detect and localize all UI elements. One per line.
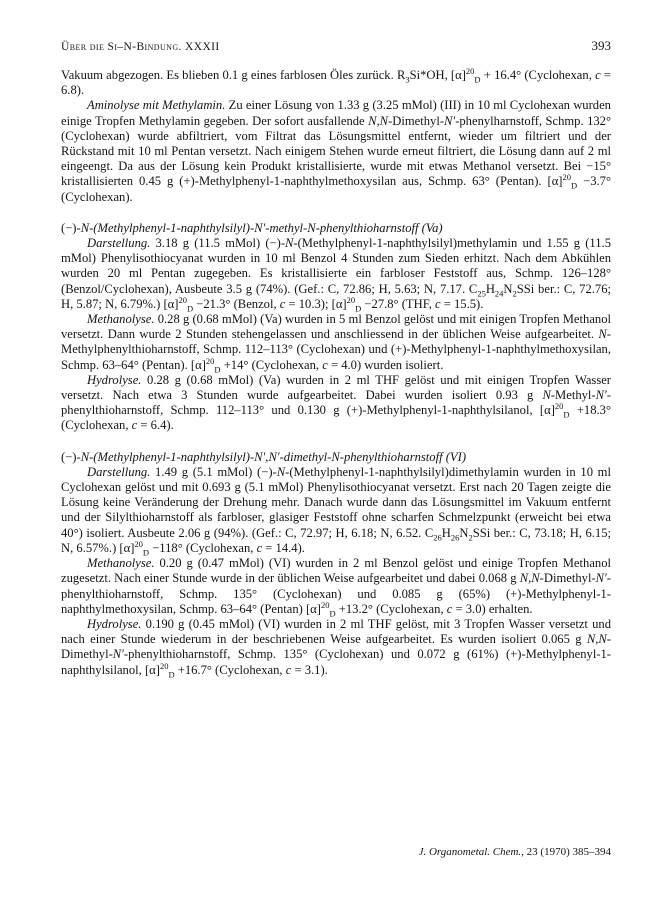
text-run: +14° (Cyclohexan, <box>220 357 323 372</box>
italic-run: Hydrolyse. <box>87 616 142 631</box>
text-run: -Dimethyl- <box>388 113 445 128</box>
superscript: 20 <box>134 538 143 549</box>
section-gap <box>61 434 611 450</box>
italic-run: N <box>598 327 607 342</box>
italic-run: Darstellung. <box>87 236 151 251</box>
text-run: -Dimethyl- <box>539 571 596 586</box>
paragraph <box>61 617 611 678</box>
superscript: 20 <box>346 294 356 305</box>
italic-run: N′ <box>444 113 456 128</box>
text-run: -phenylthioharnstoff, Schmp. 135° (Cyclohexan) und 0.072 g (61%) (+)-Methylphenyl-1-naphthylsilanol, [α] <box>61 647 611 677</box>
italic-run: N-(Methylphenyl-1-naphthylsilyl)-N′-methyl-N-phenylthioharnstoff (Va) <box>80 220 443 235</box>
italic-run: Aminolyse mit Methylamin. <box>87 98 226 113</box>
text-run: 3.18 g (11.5 mMol) (−)- <box>150 236 286 251</box>
paragraph <box>61 236 611 312</box>
page-number: 393 <box>591 38 611 53</box>
italic-run: Methanolyse. <box>87 556 155 571</box>
italic-run: Methanolyse. <box>87 312 155 327</box>
text-run: = 3.0) erhalten. <box>452 601 533 616</box>
text-run: -Dimethyl- <box>61 632 611 662</box>
text-run: N <box>459 525 469 540</box>
text-run: +18.3° (Cyclohexan, <box>61 403 612 433</box>
subscript: 2 <box>512 288 517 299</box>
text-run: -phenylharnstoff, Schmp. 132° (Cyclohexan) wurde abfiltriert, vom Filtrat das Lösungsmittel entfernt, wieder um filtriert und der Rückstand mit 10 ml Pentan versetzt. Nach einigem Stehen wurde erneut filtriert, die Lösung dann auf 2 ml eingeengt. Da aus der Lösung kein Produkt kristallisierte, wurde mit etwas Methanol versetzt. Bei −15° kristallisierten 0.45 g (+)-Methylphenyl-1-naphthylmethoxysilan aus, Schmp. 63° (Pentan). [α] <box>61 113 612 189</box>
subscript: D <box>186 303 194 314</box>
subscript: D <box>474 74 481 85</box>
italic-run: c <box>131 418 138 433</box>
subscript: D <box>214 364 221 375</box>
superscript: 20 <box>178 294 187 305</box>
text-run: −21.3° (Benzol, <box>193 296 280 311</box>
text-run: N <box>503 281 513 296</box>
running-head-title: Über die Si–N-Bindung. XXXII <box>61 41 220 53</box>
subscript: 2 <box>468 532 473 543</box>
text-run: 0.28 g (0.68 mMol) (Va) wurden in 5 ml Benzol gelöst und mit einigen Tropfen Methanol versetzt. Dann wurde 2 Stunden stehengelassen und anschliessend in der üblichen Weise aufgearbeitet. <box>61 312 611 342</box>
text-run: = 3.1). <box>291 662 328 677</box>
italic-run: c <box>279 296 286 311</box>
text-run: -phenylthioharnstoff, Schmp. 112–113° und 0.130 g (+)-Methylphenyl-1-naphthylsilanol, [α] <box>61 388 611 418</box>
italic-run: N <box>542 388 551 403</box>
text-run: (−)- <box>61 220 81 235</box>
text-run: -Methyl- <box>550 388 596 403</box>
text-run: Vakuum abgezogen. Es blieben 0.1 g eines farblosen Öles zurück. R <box>61 68 406 82</box>
text-run: SSi ber.: C, 72.76; H, 5.87; N, 6.79%.) [α] <box>61 281 612 311</box>
paragraph <box>61 65 611 98</box>
journal-citation <box>61 846 611 858</box>
compound-heading <box>61 450 611 465</box>
italic-run: N,N <box>586 632 607 647</box>
subscript: 25 <box>477 288 486 299</box>
text-run: 0.190 g (0.45 mMol) (VI) wurden in 2 ml THF gelöst, mit 3 Tropfen Wasser versetzt und nach einer Stunde wiederum in der beschriebenen Weise aufgearbeitet. Es wurden isoliert 0.065 g <box>61 616 611 647</box>
paragraph <box>61 465 611 556</box>
italic-run: N <box>276 464 286 479</box>
text-run: 0.28 g (0.68 mMol) (Va) wurden in 2 ml THF gelöst und mit einigen Tropfen Wasser versetzt. Nach etwa 3 Stunden wurde aufgearbeitet. Dabei wurden isoliert 0.93 g <box>61 372 611 403</box>
italic-run: N′ <box>112 647 124 662</box>
text-run: −118° (Cyclohexan, <box>149 540 257 555</box>
subscript: D <box>355 303 362 314</box>
superscript: 20 <box>205 355 215 366</box>
text-run: SSi ber.: C, 73.18; H, 6.15; N, 6.57%.) [α] <box>61 525 611 555</box>
text-run: + 16.4° (Cyclohexan, <box>480 68 596 82</box>
text-run: = 4.0) wurden isoliert. <box>327 357 444 372</box>
text-run: −3.7° (Cyclohexan). <box>61 174 611 204</box>
paragraph <box>61 373 611 434</box>
text-run: Zu einer Lösung von 1.33 g (3.25 mMol) (III) in 10 ml Cyclohexan wurden einige Tropfen Methylamin gegeben. Der sofort ausfallende <box>61 98 611 128</box>
paragraph <box>61 556 611 617</box>
journal-name: J. Organometal. Chem. <box>418 846 522 858</box>
journal-volume-pages: , 23 (1970) 385–394 <box>521 846 611 858</box>
text-run: = 15.5). <box>440 296 484 311</box>
text-run: -Methylphenylthioharnstoff, Schmp. 112–113° (Cyclohexan) und (+)-Methylphenyl-1-naphthylmethoxysilan, Schmp. 63–64° (Pentan). [α] <box>61 327 611 372</box>
subscript: D <box>571 180 578 191</box>
subscript: D <box>142 547 150 558</box>
text-run: = 6.8). <box>61 68 611 98</box>
text-run: -(Methylphenyl-1-naphthylsilyl)dimethylamin wurden in 10 ml Cyclohexan gelöst und mit 0.693 g (5.1 mMol) Phenylisothiocyanat versetzt. Erst nach 20 Tagen zeigte die Lösung keine Veränderung der Drehung mehr. Danach wurde dann das Lösungsmittel im Vakuum entfernt und der Silylthioharnstoff als farbloser, glasiger Feststoff ohne scharfen Schmelzpunkt (erweicht bei etwa 40°) isoliert. Ausbeute 2.06 g (94%). (Gef.: C, 72.97; H, 6.18; N, 6.52. C <box>61 464 611 540</box>
subscript: D <box>563 409 570 420</box>
subscript: D <box>168 669 175 680</box>
italic-run: Darstellung. <box>87 464 151 479</box>
italic-run: c <box>285 662 292 677</box>
italic-run: N,N <box>368 113 389 128</box>
text-run: Si*OH, [α] <box>409 68 466 82</box>
italic-run: N,N <box>519 571 540 586</box>
text-run: -phenylthioharnstoff, Schmp. 135° (Cyclohexan) und 0.085 g (65%) (+)-Methylphenyl-1-naphthylmethoxysilan, Schmp. 63–64° (Pentan) [α] <box>61 571 611 616</box>
text-run: = 14.4). <box>262 540 305 555</box>
subscript: 24 <box>494 288 504 299</box>
text-run: 1.49 g (5.1 mMol) (−)- <box>150 464 277 479</box>
italic-run: N <box>285 236 294 251</box>
superscript: 20 <box>554 401 564 412</box>
text-run: -(Methylphenyl-1-naphthylsilyl)methylamin und 1.55 g (11.5 mMol) Phenylisothiocyanat wurden in 10 ml Benzol 4 Stunden zum Sieden erhitzt. Nach dem Abkühlen wurden 20 ml Pentan zugegeben. Es kristallisierte ein farbloser Feststoff aus, Schmp. 126–128° (Benzol/Cyclohexan), Ausbeute 3.5 g (74%). (Gef.: C, 72.86; H, 5.63; N, 7.17. C <box>61 236 611 296</box>
italic-run: c <box>595 68 601 82</box>
text-run: +16.7° (Cyclohexan, <box>174 662 286 677</box>
text-run: H <box>441 525 451 540</box>
italic-run: N-(Methylphenyl-1-naphthylsilyl)-N′,N′-dimethyl-N-phenylthioharnstoff (VI) <box>80 449 467 464</box>
italic-run: N′ <box>595 388 607 403</box>
body-text <box>61 65 612 680</box>
text-run: = 10.3); [α] <box>285 296 347 311</box>
superscript: 20 <box>465 65 475 76</box>
superscript: 20 <box>159 660 169 671</box>
italic-run: c <box>322 357 328 372</box>
text-run: −27.8° (THF, <box>361 296 436 311</box>
text-run: = 6.4). <box>137 418 174 433</box>
subscript: D <box>329 608 336 619</box>
italic-run: c <box>256 540 263 555</box>
text-run: H <box>485 281 495 296</box>
italic-run: c <box>446 601 453 616</box>
paragraph <box>61 312 611 373</box>
subscript: 26 <box>450 532 460 543</box>
paragraph <box>61 98 611 204</box>
section-gap <box>61 205 611 221</box>
italic-run: c <box>435 296 441 311</box>
text-run: (−)- <box>61 449 81 464</box>
text-run: +13.2° (Cyclohexan, <box>335 601 447 616</box>
italic-run: Hydrolyse. <box>87 372 142 387</box>
superscript: 20 <box>320 599 330 610</box>
subscript: 3 <box>405 74 410 85</box>
running-head <box>61 38 611 54</box>
italic-run: N′ <box>595 571 607 586</box>
subscript: 26 <box>433 532 442 543</box>
text-run: 0.20 g (0.47 mMol) (VI) wurden in 2 ml Benzol gelöst und einige Tropfen Methanol zugesetzt. Nach einer Stunde wurde in der üblichen Weise aufgearbeitet und dabei 0.068 g <box>61 556 611 586</box>
superscript: 20 <box>562 172 572 183</box>
compound-heading <box>61 221 611 236</box>
